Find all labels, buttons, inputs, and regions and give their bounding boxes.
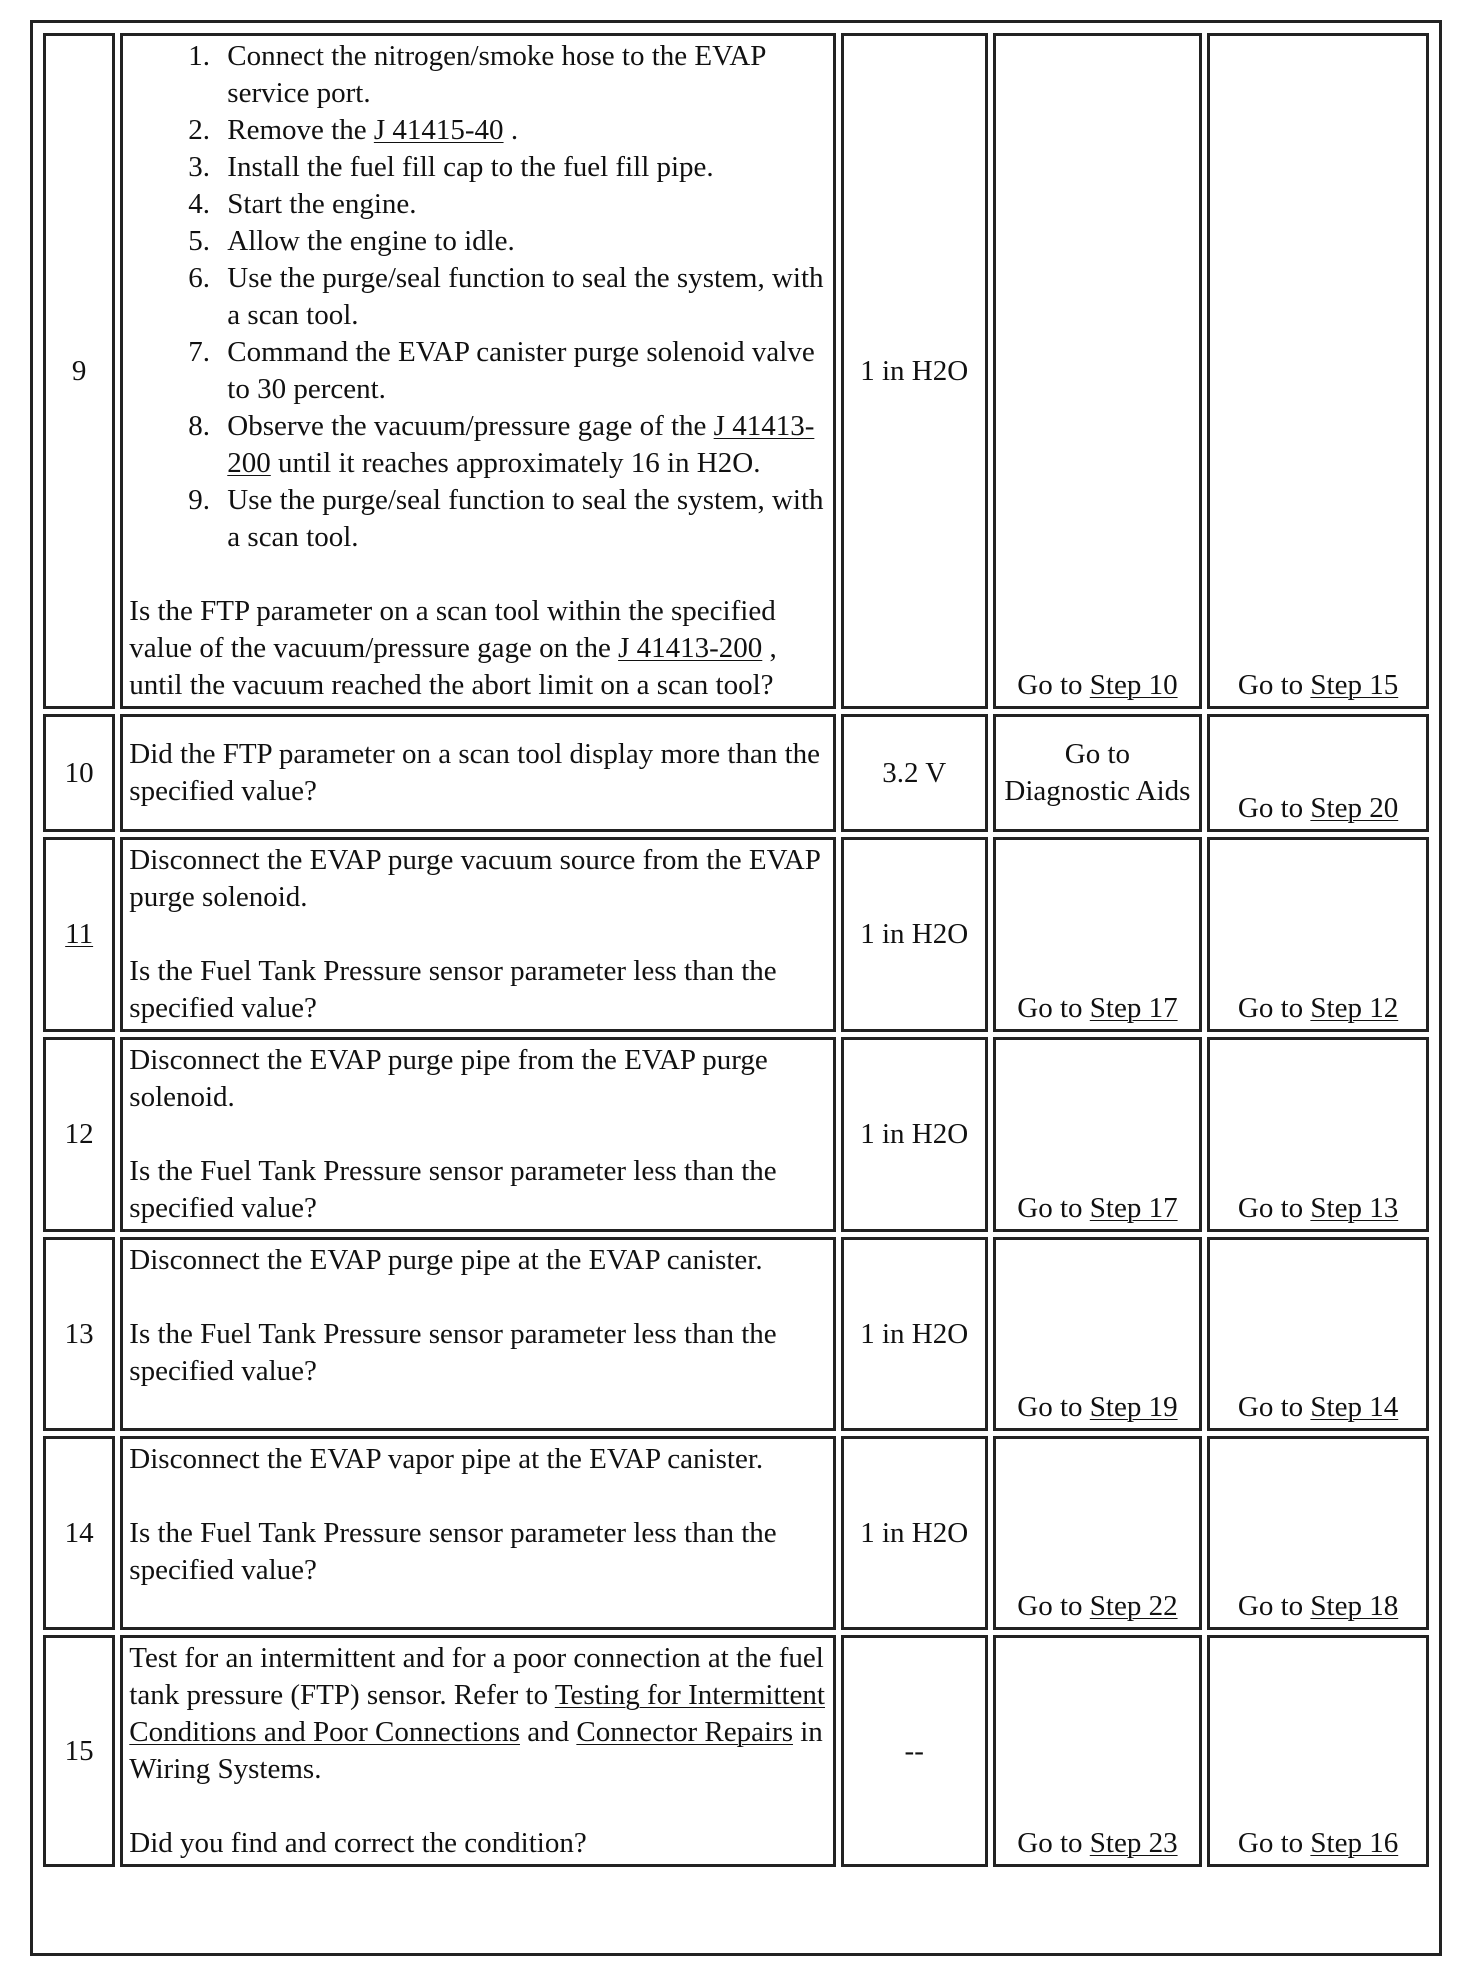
value-cell: 1 in H2O — [841, 1237, 988, 1431]
list-item: 8. Observe the vacuum/pressure gage of the J 41413-200 until it reaches approximately 16 in H2O. — [217, 408, 826, 482]
yes-cell: Go to Step 17 — [993, 1037, 1202, 1232]
action-cell — [120, 837, 835, 1032]
no-cell: Go to Step 16 — [1207, 1635, 1429, 1867]
no-cell: Go to Step 13 — [1207, 1037, 1429, 1232]
action-cell — [120, 1436, 835, 1630]
question-text: Did you find and correct the condition? — [129, 1827, 587, 1859]
action-text: Test for an intermittent and for a poor connection at the fuel tank pressure (FTP) sensor. Refer to Testing for Intermittent Conditions and Poor Connections and Connector Repairs in Wiring Systems. — [129, 1642, 825, 1785]
step-number — [43, 837, 115, 1032]
action-text: Disconnect the EVAP purge pipe at the EVAP canister. — [129, 1244, 763, 1276]
action-cell — [120, 1237, 835, 1431]
table-row-step-10 — [43, 714, 1429, 832]
list-item: 2. Remove the J 41415-40 . — [217, 112, 826, 149]
question-text: Is the Fuel Tank Pressure sensor parameter less than the specified value? — [129, 955, 777, 1024]
value-cell: 1 in H2O — [841, 1037, 988, 1232]
step-link[interactable]: Step 22 — [1089, 1590, 1178, 1622]
table-row-step-13 — [43, 1237, 1429, 1431]
step-number: 15 — [43, 1635, 115, 1867]
step-number: 10 — [43, 714, 115, 832]
step-number: 12 — [43, 1037, 115, 1232]
diagnostic-table-page — [30, 20, 1442, 1956]
list-item: 6. Use the purge/seal function to seal the system, with a scan tool. — [217, 260, 826, 334]
step-link[interactable]: Step 16 — [1310, 1827, 1399, 1859]
yes-cell: Go to Step 17 — [993, 837, 1202, 1032]
list-item: 9. Use the purge/seal function to seal the system, with a scan tool. — [217, 482, 826, 556]
question-text: Did the FTP parameter on a scan tool display more than the specified value? — [120, 714, 835, 832]
question-text: Is the Fuel Tank Pressure sensor parameter less than the specified value? — [129, 1517, 777, 1586]
list-item: 4. Start the engine. — [217, 186, 826, 223]
value-cell: 3.2 V — [841, 714, 988, 832]
list-item: 7. Command the EVAP canister purge solenoid valve to 30 percent. — [217, 334, 826, 408]
list-item: 1. Connect the nitrogen/smoke hose to the EVAP service port. — [217, 38, 826, 112]
step-link[interactable]: Step 10 — [1089, 669, 1178, 701]
testing-intermittent-link[interactable]: Testing for Intermittent Conditions and Poor Connections — [129, 1679, 825, 1748]
list-item: 3. Install the fuel fill cap to the fuel fill pipe. — [217, 149, 826, 186]
no-cell: Go to Step 20 — [1207, 714, 1429, 832]
table-row-step-11 — [43, 837, 1429, 1032]
step-link[interactable]: Step 17 — [1089, 992, 1178, 1024]
value-cell: 1 in H2O — [841, 837, 988, 1032]
value-cell: 1 in H2O — [841, 1436, 988, 1630]
yes-cell: Go to Step 10 — [993, 33, 1202, 709]
no-cell: Go to Step 12 — [1207, 837, 1429, 1032]
tool-link[interactable]: J 41413-200 — [618, 632, 763, 664]
question-text: Is the FTP parameter on a scan tool within the specified value of the vacuum/pressure gage on the J 41413-200 , until the vacuum reached the abort limit on a scan tool? — [129, 595, 777, 701]
yes-cell: Go to Step 23 — [993, 1635, 1202, 1867]
step-number: 9 — [43, 33, 115, 709]
no-cell: Go to Step 15 — [1207, 33, 1429, 709]
action-text: Disconnect the EVAP purge vacuum source from the EVAP purge solenoid. — [129, 844, 820, 913]
tool-link[interactable]: J 41415-40 — [373, 114, 504, 146]
step-link[interactable]: Step 14 — [1310, 1391, 1399, 1423]
yes-cell — [993, 714, 1202, 832]
step-link[interactable]: Step 18 — [1310, 1590, 1399, 1622]
no-cell: Go to Step 18 — [1207, 1436, 1429, 1630]
question-text: Is the Fuel Tank Pressure sensor parameter less than the specified value? — [129, 1318, 777, 1387]
action-cell — [120, 1037, 835, 1232]
step-link[interactable]: Step 15 — [1310, 669, 1399, 701]
table-row-step-9 — [43, 33, 1429, 709]
step-link[interactable]: Step 23 — [1089, 1827, 1178, 1859]
step-link[interactable]: Step 17 — [1089, 1192, 1178, 1224]
step-number: 13 — [43, 1237, 115, 1431]
list-item: 5. Allow the engine to idle. — [217, 223, 826, 260]
substep-list — [129, 38, 826, 556]
yes-cell: Go to Step 22 — [993, 1436, 1202, 1630]
diagnostic-aids-link[interactable]: Go to Diagnostic Aids — [1004, 738, 1191, 807]
action-text: Disconnect the EVAP purge pipe from the EVAP purge solenoid. — [129, 1044, 768, 1113]
table-row-step-12 — [43, 1037, 1429, 1232]
diagnostic-table — [38, 28, 1434, 1872]
step-link[interactable]: Step 19 — [1089, 1391, 1178, 1423]
table-row-step-14 — [43, 1436, 1429, 1630]
value-cell: -- — [841, 1635, 988, 1867]
step-link[interactable]: Step 13 — [1310, 1192, 1399, 1224]
no-cell: Go to Step 14 — [1207, 1237, 1429, 1431]
table-row-step-15 — [43, 1635, 1429, 1867]
tool-link[interactable]: J 41413-200 — [227, 410, 815, 479]
step-link[interactable]: Step 12 — [1310, 992, 1399, 1024]
action-cell — [120, 1635, 835, 1867]
connector-repairs-link[interactable]: Connector Repairs — [576, 1716, 793, 1748]
yes-cell: Go to Step 19 — [993, 1237, 1202, 1431]
step-number-link[interactable]: 11 — [65, 918, 94, 950]
action-cell — [120, 33, 835, 709]
step-link[interactable]: Step 20 — [1310, 792, 1399, 824]
action-text: Disconnect the EVAP vapor pipe at the EVAP canister. — [129, 1443, 764, 1475]
value-cell: 1 in H2O — [841, 33, 988, 709]
question-text: Is the Fuel Tank Pressure sensor parameter less than the specified value? — [129, 1155, 777, 1224]
step-number: 14 — [43, 1436, 115, 1630]
